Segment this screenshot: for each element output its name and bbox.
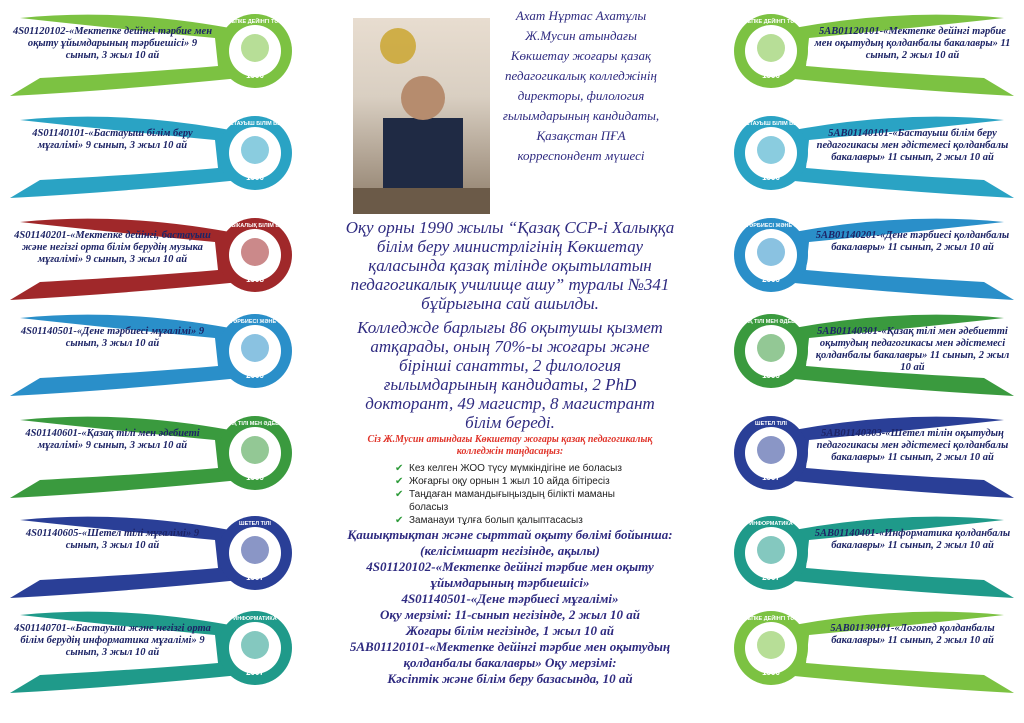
advantage-item: ✔ Кез келген ЖОО түсу мүмкіндігіне ие боласыз (395, 462, 635, 475)
left-program-ribbon (0, 8, 300, 108)
right-program-ribbon (724, 308, 1024, 408)
distance-line: Кәсіптік және білім беру базасында, 10 ай (387, 671, 633, 686)
badge-label: ШЕТЕЛ ТІЛІ (239, 521, 271, 527)
badge-emblem-icon (241, 436, 269, 464)
distance-line: 4S01140501-«Дене тәрбиесі мұғалімі» (401, 591, 619, 606)
badge-year: 1997 (762, 473, 780, 482)
badge-emblem-icon (757, 238, 785, 266)
badge-year: 2007 (762, 573, 780, 582)
ribbon-shape (0, 308, 300, 408)
director-bio: Ахат Нұртас Ахатұлы Ж.Мусин атындағы Көкшетау жоғары қазақ педагогикалық колледжінің директоры, филология ғылымдарының кандидаты, Қазақстан ПҒА корреспондент мүшесі (502, 8, 660, 163)
badge-label: МУЗЫКАЛЫҚ БІЛІМ БЕРУ (220, 223, 290, 229)
badge-year: 1998 (246, 275, 264, 284)
distance-learning-section (345, 527, 675, 687)
left-program-ribbon (0, 110, 300, 210)
program-description: 4S01140101-«Бастауыш білім беру мұғалімі» 9 сынып, 3 жыл 10 ай (32, 128, 193, 151)
right-program-ribbon (724, 605, 1024, 705)
badge-year: 1990 (762, 173, 780, 182)
badge-year: 1990 (246, 71, 264, 80)
program-description: 5AB01140301-«Қазақ тілі мен әдебиетті оқытудың педагогикасы мен әдістемесі қолданбалы бакалавры» 11 сынып, 2 жыл 10 ай (815, 326, 1010, 373)
badge-year: 2009 (246, 371, 264, 380)
ribbon-shape (724, 212, 1024, 312)
advantages-list (395, 462, 635, 527)
right-program-ribbon (724, 212, 1024, 312)
left-program-ribbon (0, 308, 300, 408)
badge-emblem-icon (241, 536, 269, 564)
badge-emblem-icon (241, 631, 269, 659)
advantages-title: Сіз Ж.Мусин атындағы Көкшетау жоғары қазақ педагогикалық колледжін таңдасаңыз: (367, 434, 653, 457)
ribbon-shape (0, 410, 300, 510)
badge-label: МЕКТЕПКЕ ДЕЙІНГІ ТӘРБИЕ (216, 19, 294, 25)
badge-emblem-icon (757, 34, 785, 62)
distance-line: 4S01120102-«Мектепке дейінгі тәрбие мен оқыту ұйымдарының тәрбиешісі» (366, 559, 654, 590)
ribbon-shape (0, 110, 300, 210)
distance-line: (келісімшарт негізінде, ақылы) (420, 543, 600, 558)
badge-year: 1999 (762, 371, 780, 380)
badge-label: ҚАЗАҚ ТІЛІ МЕН ӘДЕБИЕТІ (218, 421, 292, 427)
badge-year: 1990 (762, 668, 780, 677)
badge-emblem-icon (757, 536, 785, 564)
advantage-item: ✔ Таңдаған мамандығыңыздың білікті маманы боласыз (395, 488, 635, 514)
history-paragraph: Оқу орны 1990 жылы “Қазақ ССР-і Халыққа білім беру министрлігінің Көкшетау қаласында қазақ тілінде оқытылатын педагогикалық училище ашу” туралы №341 бұйрығына сай ашылды. (345, 218, 675, 313)
left-program-ribbon (0, 510, 300, 610)
ribbon-shape (724, 510, 1024, 610)
advantage-item: ✔ Заманауи тұлға болып қалыптасасыз (395, 514, 635, 527)
badge-emblem-icon (241, 136, 269, 164)
badge-label: ИНФОРМАТИКА (749, 521, 793, 527)
badge-year: 2009 (762, 275, 780, 284)
right-program-ribbon (724, 8, 1024, 108)
program-description: 5AB01130101-«Логопед қолданбалы бакалавры» 11 сынып, 2 жыл 10 ай (830, 623, 995, 646)
badge-label: МЕКТЕПКЕ ДЕЙІНГІ ТӘРБИЕ (732, 19, 810, 25)
program-description: 5AB01140303-«Шетел тілін оқытудың педагогикасы мен әдістемесі қолданбалы бакалавры» 11 сынып, 2 жыл 10 ай (816, 428, 1009, 463)
badge-year: 1997 (246, 573, 264, 582)
left-program-ribbon (0, 212, 300, 312)
badge-year: 1990 (762, 71, 780, 80)
badge-emblem-icon (241, 34, 269, 62)
right-program-ribbon (724, 410, 1024, 510)
distance-line: 5AB01120101-«Мектепке дейінгі тәрбие мен оқытудың қолданбалы бакалавры» Оқу мерзімі: (349, 639, 671, 670)
program-description: 4S01140605-«Шетел тілі мұғалімі» 9 сынып, 3 жыл 10 ай (25, 528, 200, 551)
right-program-ribbon (724, 110, 1024, 210)
badge-emblem-icon (757, 334, 785, 362)
badge-label: ШЕТЕЛ ТІЛІ (755, 421, 787, 427)
program-description: 4S01140601-«Қазақ тілі мен әдебиеті мұғалімі» 9 сынып, 3 жыл 10 ай (25, 428, 200, 451)
program-description: 4S01140501-«Дене тәрбиесі мұғалімі» 9 сынып, 3 жыл 10 ай (20, 326, 205, 349)
program-description: 4S01140201-«Мектепке дейінгі, бастауыш және негізгі орта білім берудің музыка мұғалімі» 9 сынып, 3 жыл 10 ай (14, 230, 211, 265)
program-description: 4S01140701-«Бастауыш және негізгі орта білім берудің информатика мұғалімі» 9 сынып, 3 жыл 10 ай (14, 623, 211, 658)
distance-line: Жоғары білім негізінде, 1 жыл 10 ай (406, 623, 614, 638)
badge-emblem-icon (241, 334, 269, 362)
staff-paragraph: Колледжде барлығы 86 оқытушы қызмет атқарады, оның 70%-ы жоғары және бірінші санатты, 2 филология ғылымдарының кандидаты, 2 PhD докторант, 49 магистр, 8 магистрант білім береді. (357, 318, 663, 432)
program-description: 5AB01120101-«Мектепке дейінгі тәрбие мен оқытудың қолданбалы бакалавры» 11 сынып, 2 жыл 10 ай (814, 26, 1011, 61)
program-description: 5AB01140101-«Бастауыш білім беру педагогикасы мен әдістемесі қолданбалы бакалавры» 11 сынып, 2 жыл 10 ай (816, 128, 1009, 163)
badge-year: 2007 (246, 668, 264, 677)
distance-line: Оқу мерзімі: 11-сынып негізінде, 2 жыл 10 ай (380, 607, 640, 622)
left-program-ribbon (0, 410, 300, 510)
program-description: 4S01120102-«Мектепке дейінгі тәрбие мен оқыту ұйымдарының тәрбиешісі» 9 сынып, 3 жыл 10 ай (12, 26, 213, 61)
right-program-ribbon (724, 510, 1024, 610)
advantage-item: ✔ Жоғарғы оқу орнын 1 жыл 10 айда бітіресіз (395, 475, 635, 488)
badge-emblem-icon (757, 631, 785, 659)
distance-line: Қашықтықтан және сырттай оқыту бөлімі бойынша: (347, 527, 673, 542)
badge-label: ДЕНЕ ТӘРБИЕСІ ЖӘНЕ СПОРТ (213, 319, 297, 325)
program-description: 5AB01140401-«Информатика қолданбалы бакалавры» 11 сынып, 2 жыл 10 ай (814, 528, 1011, 551)
badge-label: БАСТАУЫШ БІЛІМ БЕРУ (738, 121, 804, 127)
ribbon-shape (0, 510, 300, 610)
badge-year: 1990 (246, 173, 264, 182)
badge-emblem-icon (241, 238, 269, 266)
ribbon-shape (724, 605, 1024, 705)
badge-label: БАСТАУЫШ БІЛІМ БЕРУ (222, 121, 288, 127)
badge-label: ДЕНЕ ТӘРБИЕСІ ЖӘНЕ СПОРТ (729, 223, 813, 229)
badge-label: ҚАЗАҚ ТІЛІ МЕН ӘДЕБИЕТІ (734, 319, 808, 325)
badge-year: 1999 (246, 473, 264, 482)
badge-emblem-icon (757, 136, 785, 164)
director-portrait (353, 18, 490, 214)
badge-label: МЕКТЕПКЕ ДЕЙІНГІ ТӘРБИЕ (732, 616, 810, 622)
badge-emblem-icon (757, 436, 785, 464)
badge-label: ИНФОРМАТИКА (233, 616, 277, 622)
program-description: 5AB01140201-«Дене тәрбиесі қолданбалы бакалавры» 11 сынып, 2 жыл 10 ай (815, 230, 1010, 253)
left-program-ribbon (0, 605, 300, 705)
